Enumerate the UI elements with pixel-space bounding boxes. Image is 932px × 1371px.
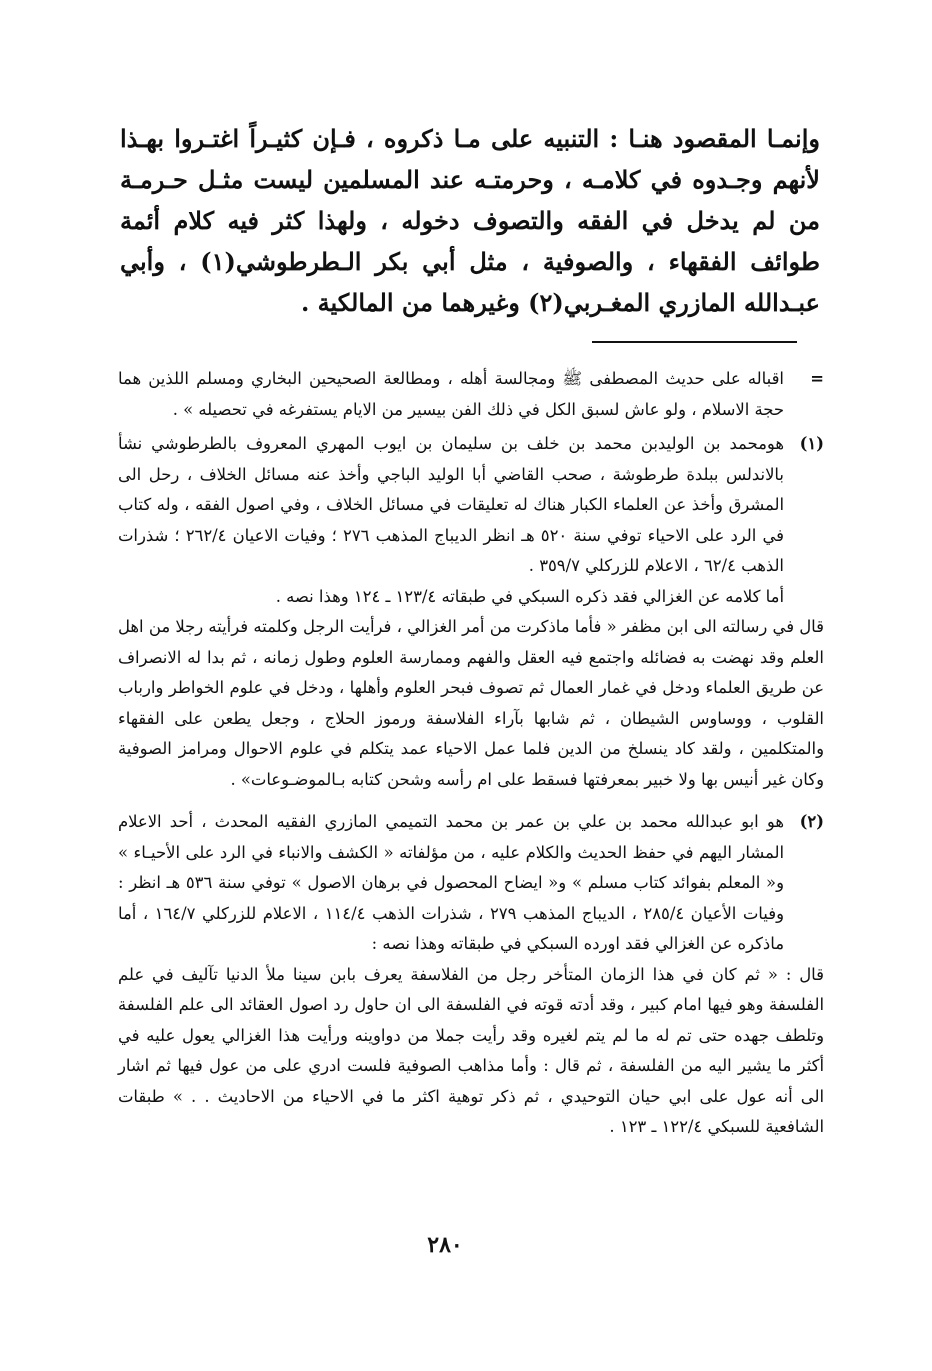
footnote-1-quote: قال في رسالته الى ابن مظفر « فأما ماذكرت من أمر الغزالي ، فرأيت الرجل وكلمته فرأيته رجلا من اهل العلم وقد نهضت به فضائله واجتمع فيه العقل والفهم وممارسة العلوم وطول زمانه ، ثم بدا له الانصراف عن طريق العلماء ودخل في غمار العمال ثم تصوف فبحر العلوم وأهلها ، ودخل في علوم الخواطر وارباب القلوب ، ووساوس الشيطان ، ثم شابها بآراء الفلاسفة ورموز الحلاج ، وجعل يطعن على الفقهاء والمتكلمين ، ولقد كاد ينسلخ من الدين فلما عمل الاحياء عمد يتكلم في علوم الاحوال ومرامز الصوفية وكان غير أنيس بها ولا خبير بمعرفتها فسقط على ام رأسه وشحن كتابه بـالموضـوعات» . — [118, 617, 824, 789]
footnote-2 — [118, 807, 824, 1143]
footnote-gap — [118, 795, 824, 807]
footnote-continuation-marker: = — [810, 369, 824, 388]
footnote-separator-line — [592, 341, 797, 343]
footnote-continued-text: اقباله على حديث المصطفى ﷺ ومجالسة أهله ، ومطالعة الصحيحين البخاري ومسلم اللذين هما حجة الاسلام ، ولو عاش لسبق الكل في ذلك الفن بيسير من الايام يستفرغه في تحصيله » . — [118, 369, 784, 419]
page-number: ٢٨٠ — [427, 1232, 463, 1258]
main-text-block — [120, 118, 820, 323]
footnote-1-intro: أما كلامه عن الغزالي فقد ذكره السبكي في طبقاته ١٢٣/٤ ـ ١٢٤ وهذا نصه . — [275, 586, 784, 606]
footnote-continued — [118, 364, 824, 425]
footnote-1-text: هومحمد بن الوليدبن محمد بن خلف بن سليمان بن ايوب المهري المعروف بالطرطوشي نشأ بالاندلس ببلدة طرطوشة ، صحب القاضي أبا الوليد الباجي وأخذ عنه مسائل الخلاف ، رحل الى المشرق وأخذ عن العلماء الكبار هناك له تعليقات في مسائل الخلاف ، وفي اصول الفقه ، وله كتاب في الرد على الاحياء توفي سنة ٥٢٠ هـ انظر الديباج المذهب ٢٧٦ ؛ وفيات الاعيان ٢٦٢/٤ ؛ شذرات الذهب ٦٢/٤ ، الاعلام للزركلي ٣٥٩/٧ . — [118, 434, 784, 575]
footnotes-section — [118, 364, 824, 1143]
footnote-2-text: هو ابو عبدالله محمد بن علي بن عمر بن محمد التميمي المازري الفقيه المحدث ، أحد الاعلام المشار اليهم في حفظ الحديث والكلام عليه ، من مؤلفاته « الكشف والانباء في الرد على الأحيـاء » و« المعلم بفوائد كتاب مسلم » و« ايضاح المحصول في برهان الاصول » توفي سنة ٥٣٦ هـ انظر : وفيات الأعيان ٢٨٥/٤ ، الديباج المذهب ٢٧٩ ، شذرات الذهب ١١٤/٤ ، الاعلام للزركلي ١٦٤/٧ ، أما ماذكره عن الغزالي فقد اورده السبكي في طبقاته وهذا نصه : — [118, 812, 785, 953]
main-paragraph: وإنمـا المقصود هنـا : التنبيه على مـا ذكروه ، فـإن كثيـراً اغتـروا بهـذا لأنهم وجـدوه في كلامـه ، وحرمتـه عند المسلمين ليست مثـل حـرمـة من لم يدخل في الفقه والتصوف دخوله ، ولهذا كثر فيه كلام أئمة طوائف الفقهاء ، والصوفية ، مثل أبي بكر الـطرطوشي(١) ، وأبي عبـدالله المازري المغـربي(٢) وغيرهما من المالكية . — [120, 124, 820, 317]
footnote-1-body — [118, 429, 824, 795]
footnote-1 — [118, 429, 824, 795]
footnote-continued-body — [118, 364, 784, 425]
footnote-2-quote: قال : « ثم كان في هذا الزمان المتأخر رجل من الفلاسفة يعرف بابن سينا ملأ الدنيا تآليف في علم الفلسفة وهو فيها امام كبير ، وقد أدته قوته في الفلسفة الى ان حاول رد اصول العقائد الى علم الفلسفة وتلطف جهده حتى تم له ما لم يتم لغيره وقد رأيت جملا من دواوينه ورأيت هذا الغزالي يعول عليه في أكثر ما يشير اليه من الفلسفة ، ثم قال : وأما مذاهب الصوفية فلست ادري على من عول فيها ثم اشار الى أنه عول على ابي حيان التوحيدي ، ثم ذكر توهية اكثر ما في الاحياء من الاحاديث . . » طبقات الشافعية للسبكي ١٢٢/٤ ـ ١٢٣ . — [118, 964, 824, 1136]
footnote-2-body — [118, 807, 824, 1143]
footnote-1-marker: (١) — [799, 434, 824, 453]
footnote-2-marker: (٢) — [799, 812, 824, 831]
